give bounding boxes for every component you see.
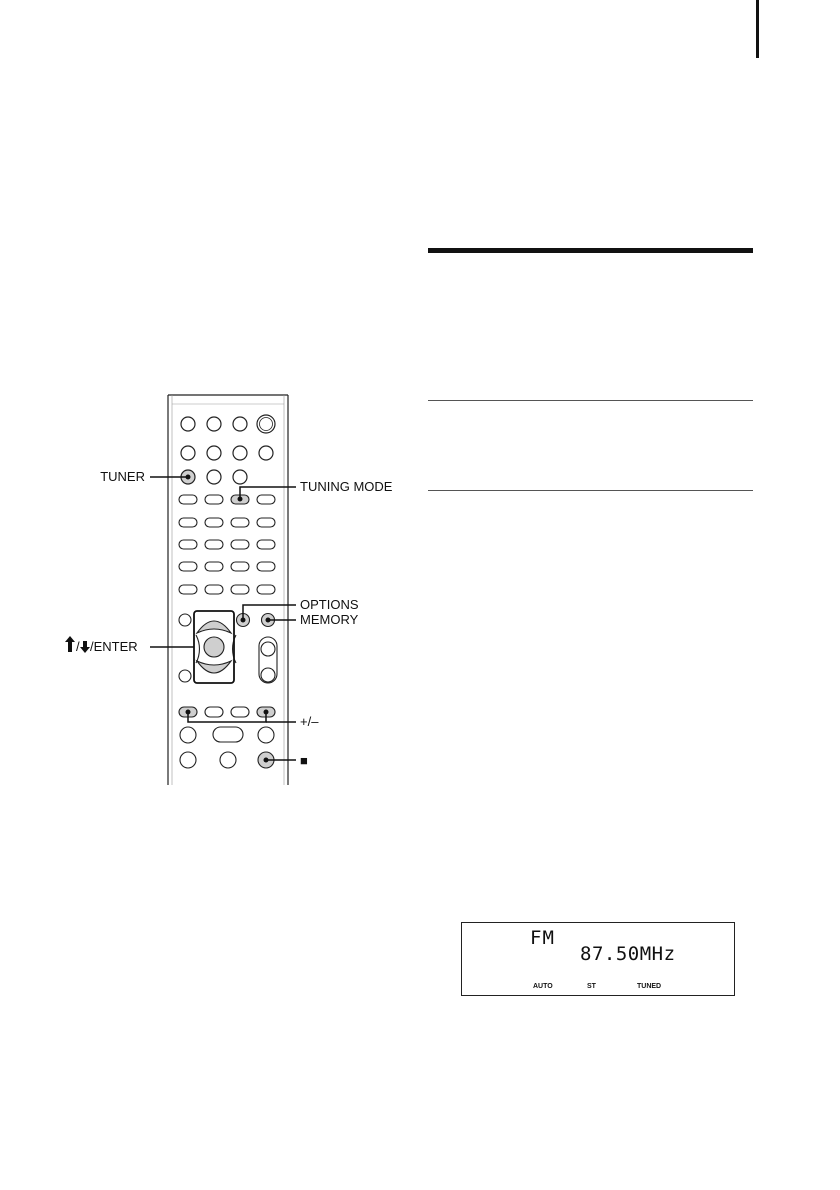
page-edge-mark <box>756 0 759 58</box>
step-rule-bottom <box>428 490 753 491</box>
tuning-mode-label: TUNING MODE <box>300 479 393 494</box>
fm-display-panel <box>461 922 735 996</box>
svg-text:/: / <box>76 639 80 654</box>
enter-button[interactable] <box>204 637 224 657</box>
step-rule-top <box>428 400 753 401</box>
display-frequency: 87.50MHz <box>580 943 676 965</box>
tuned-indicator: TUNED <box>637 983 662 990</box>
up-down-arrows-icon <box>65 636 90 654</box>
tuner-label: TUNER <box>100 469 145 484</box>
stereo-indicator: ST <box>587 983 596 990</box>
options-label: OPTIONS <box>300 597 359 612</box>
plus-minus-label: +/– <box>300 714 319 729</box>
remote-control-illustration <box>60 385 410 785</box>
memory-label: MEMORY <box>300 612 359 627</box>
down-arrow-button[interactable] <box>197 661 231 673</box>
display-band: FM <box>530 927 555 949</box>
auto-indicator: AUTO <box>533 983 553 990</box>
section-heading-rule <box>428 248 753 253</box>
stop-label: ■ <box>300 753 308 768</box>
enter-label: /ENTER <box>90 639 138 654</box>
up-arrow-button[interactable] <box>197 621 231 633</box>
